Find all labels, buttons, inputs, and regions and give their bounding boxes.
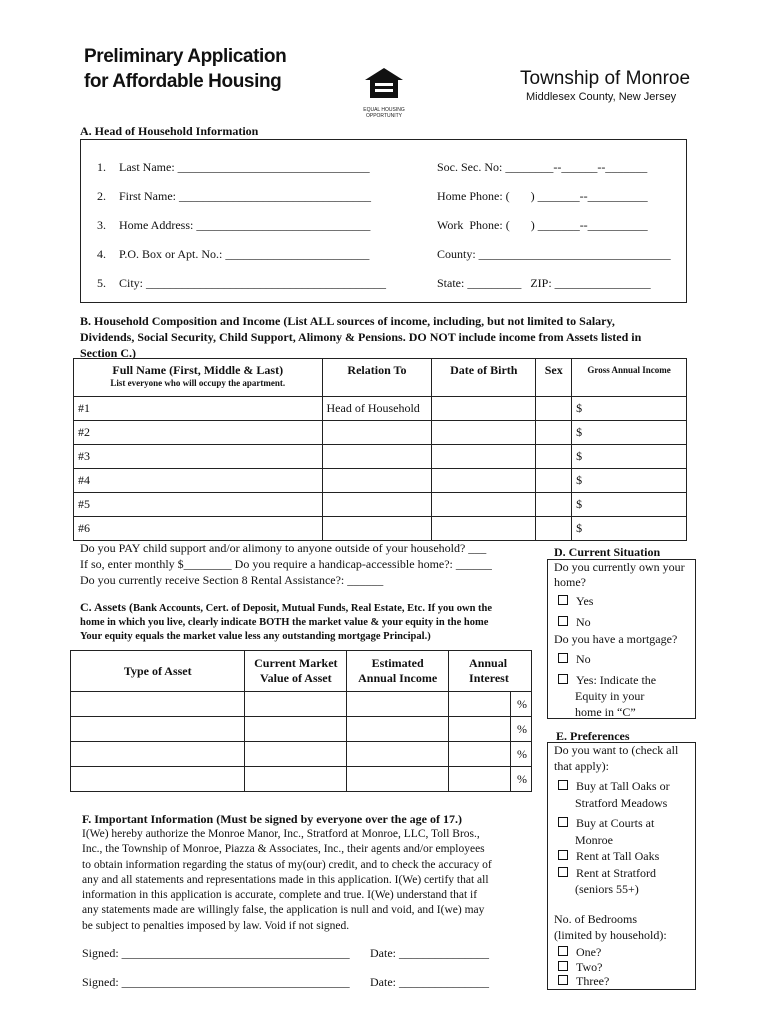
checkbox-icon[interactable] xyxy=(558,975,568,985)
e-buy-tall-oaks-line-2: Stratford Meadows xyxy=(575,796,668,810)
checkbox-icon[interactable] xyxy=(558,674,568,684)
equal-housing-logo xyxy=(362,66,406,119)
household-cell-num[interactable]: #3 xyxy=(74,445,323,469)
assets-table xyxy=(70,650,532,792)
e-rent-stratford[interactable] xyxy=(558,866,656,881)
e-buy-tall-oaks-label: Buy at Tall Oaks or xyxy=(576,779,670,793)
table-row xyxy=(74,445,687,469)
col-income: Gross Annual Income xyxy=(572,359,687,397)
col-full-name-sub: List everyone who will occupy the apartment. xyxy=(110,378,286,388)
section-b-title xyxy=(80,313,641,361)
section-a-row-number: 4. xyxy=(97,247,106,261)
asset-interest-pct[interactable]: % xyxy=(510,742,531,767)
d-own-no[interactable] xyxy=(558,615,591,630)
d-mortgage-yes-line-3: home in “C” xyxy=(575,705,636,719)
section-a-title: A. Head of Household Information xyxy=(80,124,259,138)
col-dob: Date of Birth xyxy=(432,359,536,397)
section-a-field-right[interactable]: Work Phone: ( ) _______--__________ xyxy=(437,218,648,232)
household-cell-num[interactable]: #6 xyxy=(74,517,323,541)
asset-cell[interactable] xyxy=(449,692,511,717)
household-cell-relation[interactable] xyxy=(322,493,432,517)
question-section8[interactable]: Do you currently receive Section 8 Rental Assistance?: ______ xyxy=(80,573,384,587)
section-a-row-number: 2. xyxy=(97,189,106,203)
household-cell-empty[interactable] xyxy=(536,445,572,469)
col-market-value: Current Market Value of Asset xyxy=(245,651,347,692)
household-cell-income[interactable]: $ xyxy=(572,421,687,445)
table-row xyxy=(71,692,532,717)
asset-cell[interactable] xyxy=(245,767,347,792)
asset-interest-pct[interactable]: % xyxy=(510,717,531,742)
asset-cell[interactable] xyxy=(347,767,449,792)
signed-label-2: Signed: ______________________________________ xyxy=(82,975,350,989)
date-line-1[interactable] xyxy=(370,946,489,961)
d-mortgage-yes[interactable] xyxy=(558,673,656,688)
household-cell-relation[interactable] xyxy=(322,445,432,469)
household-cell-empty[interactable] xyxy=(536,421,572,445)
signed-label-1: Signed: ______________________________________ xyxy=(82,946,350,960)
asset-cell[interactable] xyxy=(245,692,347,717)
household-table xyxy=(73,358,687,541)
title-line-2: for Affordable Housing xyxy=(84,71,282,92)
household-cell-relation[interactable] xyxy=(322,469,432,493)
household-cell-relation[interactable] xyxy=(322,421,432,445)
col-annual-interest: Annual Interest xyxy=(449,651,532,692)
e-rent-stratford-label: Rent at Stratford xyxy=(576,866,656,880)
e-buy-courts[interactable] xyxy=(558,816,654,831)
checkbox-icon[interactable] xyxy=(558,867,568,877)
table-row xyxy=(71,742,532,767)
table-row xyxy=(74,421,687,445)
asset-cell[interactable] xyxy=(71,717,245,742)
e-bed-two-label: Two? xyxy=(576,960,603,974)
date-label-1: Date: _______________ xyxy=(370,946,489,960)
e-buy-tall-oaks[interactable] xyxy=(558,779,670,794)
section-a-row-number: 5. xyxy=(97,276,106,290)
col-sex: Sex xyxy=(536,359,572,397)
asset-cell[interactable] xyxy=(449,742,511,767)
table-row xyxy=(71,717,532,742)
section-a-field-left[interactable]: Last Name: ________________________________ xyxy=(119,160,370,174)
d-question-own-2: home? xyxy=(554,575,586,589)
section-b-title-line-2: Dividends, Social Security, Child Support, Alimony & Pensions. DO NOT include income from Assets listed in xyxy=(80,330,642,344)
table-row xyxy=(74,469,687,493)
checkbox-icon[interactable] xyxy=(558,780,568,790)
section-b-title-line-1: B. Household Composition and Income (List ALL sources of income, including, but not limited to Salary, xyxy=(80,314,615,328)
section-a-field-right[interactable]: County: ________________________________ xyxy=(437,247,671,261)
col-relation: Relation To xyxy=(322,359,432,397)
e-bedrooms: No. of Bedrooms xyxy=(554,912,637,926)
checkbox-icon[interactable] xyxy=(558,595,568,605)
table-row xyxy=(74,493,687,517)
e-bed-one-label: One? xyxy=(576,945,602,959)
col-full-name-label: Full Name (First, Middle & Last) xyxy=(112,363,284,377)
d-own-yes[interactable] xyxy=(558,594,593,609)
e-bed-two[interactable] xyxy=(558,960,602,975)
section-c-title xyxy=(80,600,492,644)
household-cell-empty[interactable] xyxy=(432,445,536,469)
household-cell-num[interactable]: #2 xyxy=(74,421,323,445)
county-name: Middlesex County, New Jersey xyxy=(526,91,677,103)
section-c-title-line-2: home in which you live, clearly indicate BOTH the market value & your equity in the home xyxy=(80,617,489,628)
e-bedrooms-2: (limited by household): xyxy=(554,928,667,942)
col-asset-type: Type of Asset xyxy=(71,651,245,692)
table-row xyxy=(71,767,532,792)
section-a-field-right[interactable]: Soc. Sec. No: ________--______--_______ xyxy=(437,160,648,174)
household-cell-income[interactable]: $ xyxy=(572,517,687,541)
question-child-support[interactable]: Do you PAY child support and/or alimony to anyone outside of your household? ___ xyxy=(80,541,487,555)
e-rent-tall-oaks-label: Rent at Tall Oaks xyxy=(576,849,660,863)
section-a-field-right[interactable]: Home Phone: ( ) _______--__________ xyxy=(437,189,648,203)
d-question-mortgage: Do you have a mortgage? xyxy=(554,632,678,646)
asset-cell[interactable] xyxy=(449,717,511,742)
asset-cell[interactable] xyxy=(347,692,449,717)
household-cell-empty[interactable] xyxy=(432,469,536,493)
section-f-line: to obtain information regarding the status of my(our) credit, and to check the accuracy of xyxy=(82,858,492,871)
section-f-line: be subject to penalties imposed by law. Void if not signed. xyxy=(82,919,350,932)
section-c-title-line-3: Your equity equals the market value less any outstanding mortgage Principal.) xyxy=(80,631,431,642)
house-icon xyxy=(362,66,406,102)
checkbox-icon[interactable] xyxy=(558,946,568,956)
household-cell-num[interactable]: #5 xyxy=(74,493,323,517)
e-bed-one[interactable] xyxy=(558,945,601,960)
section-a-row-number: 1. xyxy=(97,160,106,174)
d-own-no-label: No xyxy=(576,615,591,629)
form-title xyxy=(84,44,286,94)
question-handicap[interactable]: If so, enter monthly $________ Do you require a handicap-accessible home?: ______ xyxy=(80,557,492,571)
section-f-title: F. Important Information (Must be signed by everyone over the age of 17.) xyxy=(82,812,462,826)
section-a-field-left[interactable]: City: ________________________________________ xyxy=(119,276,387,290)
household-cell-empty[interactable] xyxy=(432,421,536,445)
signature-line-1[interactable] xyxy=(82,946,350,961)
section-b-title-line-3: Section C.) xyxy=(80,346,136,360)
household-cell-relation[interactable] xyxy=(322,517,432,541)
asset-cell[interactable] xyxy=(245,717,347,742)
household-cell-income[interactable]: $ xyxy=(572,469,687,493)
d-question-own: Do you currently own your xyxy=(554,560,685,574)
section-f-body xyxy=(82,827,492,934)
eho-caption-1: EQUAL HOUSING xyxy=(363,107,405,113)
table-row xyxy=(74,397,687,421)
e-bed-three[interactable] xyxy=(558,974,609,989)
col-annual-income: Estimated Annual Income xyxy=(347,651,449,692)
asset-cell[interactable] xyxy=(245,742,347,767)
asset-interest-pct[interactable]: % xyxy=(510,767,531,792)
asset-cell[interactable] xyxy=(347,717,449,742)
checkbox-icon[interactable] xyxy=(558,616,568,626)
household-cell-income[interactable]: $ xyxy=(572,397,687,421)
table-row xyxy=(74,517,687,541)
section-f-line: information in this application is accurate, complete and true. I(We) understand that if xyxy=(82,889,478,902)
section-a-field-right[interactable]: State: _________ ZIP: ________________ xyxy=(437,276,651,290)
e-bed-three-label: Three? xyxy=(576,974,610,988)
asset-cell[interactable] xyxy=(71,742,245,767)
asset-cell[interactable] xyxy=(71,767,245,792)
asset-cell[interactable] xyxy=(449,767,511,792)
e-question-2: that apply): xyxy=(554,759,609,773)
e-buy-courts-label: Buy at Courts at xyxy=(576,816,655,830)
d-mortgage-yes-label: Yes: Indicate the xyxy=(576,673,657,687)
section-f-line: any statements made are willingly false, the application is null and void, and I(we) may xyxy=(82,904,485,917)
eho-caption-2: OPPORTUNITY xyxy=(365,113,403,119)
e-rent-stratford-line-2: (seniors 55+) xyxy=(575,882,639,896)
section-a-field-left[interactable]: Home Address: _____________________________ xyxy=(119,218,371,232)
asset-cell[interactable] xyxy=(347,742,449,767)
household-cell-empty[interactable] xyxy=(536,397,572,421)
checkbox-icon[interactable] xyxy=(558,653,568,663)
section-a-field-left[interactable]: P.O. Box or Apt. No.: ________________________ xyxy=(119,247,370,261)
col-full-name xyxy=(74,359,323,397)
section-a-row-number: 3. xyxy=(97,218,106,232)
household-cell-empty[interactable] xyxy=(536,469,572,493)
e-buy-courts-line-2: Monroe xyxy=(575,833,613,847)
household-cell-empty[interactable] xyxy=(432,493,536,517)
d-own-yes-label: Yes xyxy=(576,594,594,608)
household-cell-empty[interactable] xyxy=(432,517,536,541)
household-cell-income[interactable]: $ xyxy=(572,445,687,469)
asset-interest-pct[interactable]: % xyxy=(510,692,531,717)
checkbox-icon[interactable] xyxy=(558,961,568,971)
household-cell-empty[interactable] xyxy=(432,397,536,421)
d-mortgage-no-label: No xyxy=(576,652,591,666)
section-f-line: any and all statements and representations made in this application. I(We) certify that all xyxy=(82,873,489,886)
title-line-1: Preliminary Application xyxy=(84,46,287,67)
section-f-line: Inc., the Township of Monroe, Piazza & Associates, Inc., their agents and/or employees xyxy=(82,843,485,856)
date-label-2: Date: _______________ xyxy=(370,975,489,989)
section-c-label: C. Assets ( xyxy=(80,600,133,614)
section-c-title-line-1: Bank Accounts, Cert. of Deposit, Mutual Funds, Real Estate, Etc. If you own the xyxy=(133,603,493,614)
section-f-line: I(We) hereby authorize the Monroe Manor, Inc., Stratford at Monroe, LLC, Toll Bros., xyxy=(82,828,480,840)
e-rent-tall-oaks[interactable] xyxy=(558,849,659,864)
section-a-field-left[interactable]: First Name: ________________________________ xyxy=(119,189,371,203)
household-cell-income[interactable]: $ xyxy=(572,493,687,517)
e-question: Do you want to (check all xyxy=(554,743,679,757)
section-d-title: D. Current Situation xyxy=(554,545,661,559)
section-e-title: E. Preferences xyxy=(556,729,630,743)
township-name: Township of Monroe xyxy=(520,68,691,89)
household-cell-num[interactable]: #1 xyxy=(74,397,323,421)
household-cell-num[interactable]: #4 xyxy=(74,469,323,493)
household-cell-relation[interactable]: Head of Household xyxy=(322,397,432,421)
household-cell-empty[interactable] xyxy=(536,493,572,517)
checkbox-icon[interactable] xyxy=(558,850,568,860)
signature-line-2[interactable] xyxy=(82,975,350,990)
d-mortgage-no[interactable] xyxy=(558,652,591,667)
d-mortgage-yes-line-2: Equity in your xyxy=(575,689,645,703)
household-cell-empty[interactable] xyxy=(536,517,572,541)
asset-cell[interactable] xyxy=(71,692,245,717)
checkbox-icon[interactable] xyxy=(558,817,568,827)
household-questions xyxy=(80,540,492,588)
date-line-2[interactable] xyxy=(370,975,489,990)
